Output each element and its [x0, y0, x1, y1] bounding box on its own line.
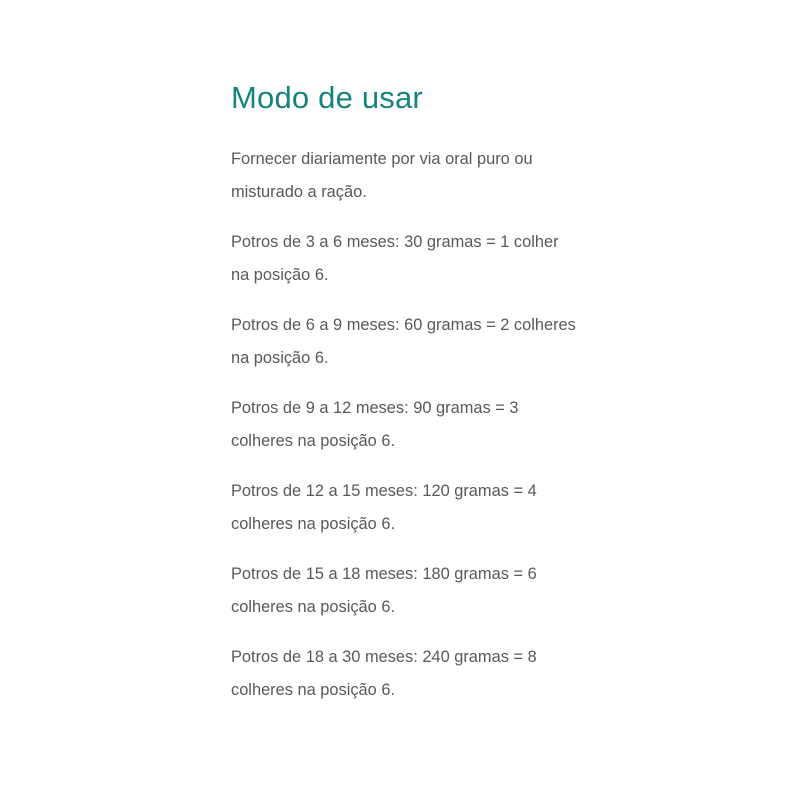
dosage-9-12-months: Potros de 9 a 12 meses: 90 gramas = 3 colheres na posição 6. — [231, 399, 519, 450]
dosage-18-30-months: Potros de 18 a 30 meses: 240 gramas = 8 colheres na posição 6. — [231, 648, 537, 699]
usage-section — [231, 76, 576, 707]
dosage-3-6-months: Potros de 3 a 6 meses: 30 gramas = 1 colher na posição 6. — [231, 233, 559, 284]
dosage-6-9-months: Potros de 6 a 9 meses: 60 gramas = 2 colheres na posição 6. — [231, 316, 576, 367]
section-title: Modo de usar — [231, 80, 423, 115]
dosage-15-18-months: Potros de 15 a 18 meses: 180 gramas = 6 colheres na posição 6. — [231, 565, 537, 616]
usage-instructions-paragraph: Fornecer diariamente por via oral puro ou misturado a ração. — [231, 150, 533, 201]
dosage-12-15-months: Potros de 12 a 15 meses: 120 gramas = 4 colheres na posição 6. — [231, 482, 537, 533]
